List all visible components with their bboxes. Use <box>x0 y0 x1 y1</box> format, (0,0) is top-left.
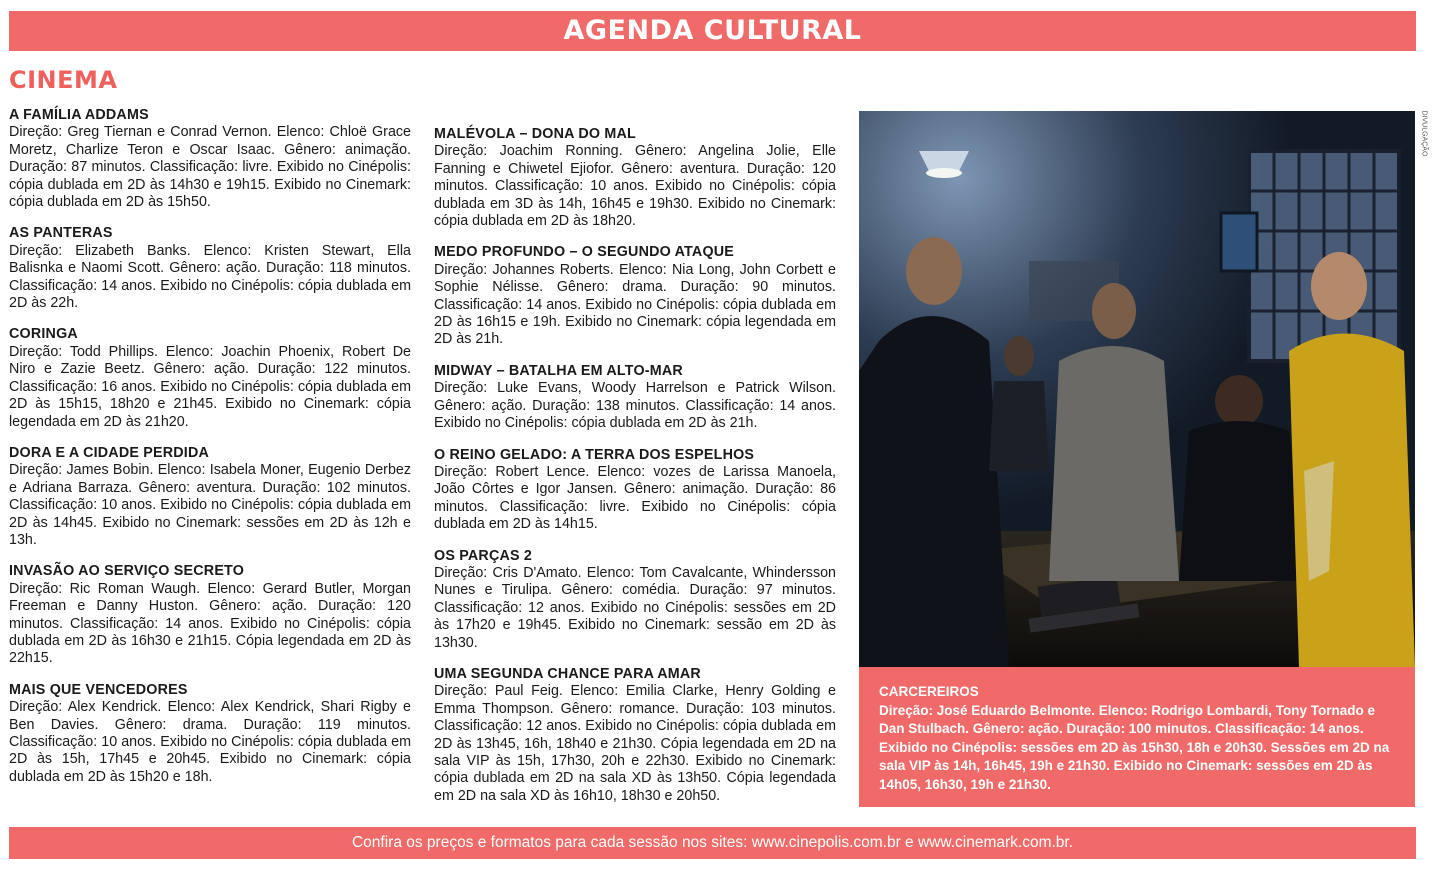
feature-description: Direção: José Eduardo Belmonte. Elenco: Rodrigo Lombardi, Tony Tornado e Dan Stulbach. Gênero: ação. Duração: 100 minutos. Classificação: 14 anos. Exibido no Cinépolis: sessões em 2D às 15h30, 18h e 20h30. Sessões em 2D na sala VIP às 14h, 16h45, 19h e 21h30. Exibido no Cinemark: sessões em 2D às 14h05, 16h30, 19h e 21h30. <box>879 702 1390 792</box>
feature-title: CARCEREIROS <box>879 684 979 699</box>
movie-description: Direção: Paul Feig. Elenco: Emilia Clarke, Henry Golding e Emma Thompson. Gênero: romance. Duração: 103 minutos. Classificação: 12 anos. Exibido no Cinépolis: cópia dublada em 2D às 13h45, 16h, 18h40 e 21h30. Cópia legendada em 2D na sala VIP às 15h, 17h30, 20h e 22h30. Exibido no Cinemark: cópia dublada em 2D na sala XD às 13h50. Cópia legendada em 2D na sala XD às 16h10, 18h30 e 20h50. <box>434 683 836 804</box>
feature-caption <box>859 667 1415 807</box>
movie-listing <box>434 447 836 534</box>
movie-listing <box>9 225 411 312</box>
movie-description: Direção: Ric Roman Waugh. Elenco: Gerard Butler, Morgan Freeman e Danny Huston. Gênero: ação. Duração: 120 minutos. Classificação: 14 anos. Exibido no Cinépolis: cópia dublada em 2D às 16h30 e 21h15. Cópia legendada em 2D às 22h15. <box>9 580 411 667</box>
movie-title: MAIS QUE VENCEDORES <box>9 681 188 698</box>
movie-listing <box>9 563 411 667</box>
movie-description: Direção: Robert Lence. Elenco: vozes de Larissa Manoela, João Côrtes e Igor Jansen. Gênero: animação. Duração: 86 minutos. Classificação: livre. Exibido no Cinépolis: cópia dublada em 2D às 14h15. <box>434 463 836 533</box>
movie-title: MALÉVOLA – DONA DO MAL <box>434 126 636 142</box>
movie-title: OS PARÇAS 2 <box>434 547 533 564</box>
listings-column-left <box>9 107 411 800</box>
movie-title: INVASÃO AO SERVIÇO SECRETO <box>9 563 245 580</box>
movie-title: UMA SEGUNDA CHANCE PARA AMAR <box>434 665 701 682</box>
movie-description: Direção: James Bobin. Elenco: Isabela Moner, Eugenio Derbez e Adriana Barraza. Gênero: aventura. Duração: 102 minutos. Classificação: 10 anos. Exibido no Cinépolis: cópia dublada em 2D às 14h45. Exibido no Cinemark: sessões em 2D às 12h e 13h. <box>9 462 411 548</box>
movie-description: Direção: Alex Kendrick. Elenco: Alex Kendrick, Shari Rigby e Ben Davies. Gênero: drama. Duração: 119 minutos. Classificação: 10 anos. Exibido no Cinépolis: cópia dublada em 2D às 15h, 17h45 e 20h45. Exibido no Cinemark: cópia dublada em 2D às 15h20 e 18h. <box>9 699 411 785</box>
movie-listing <box>434 244 836 348</box>
movie-title: MIDWAY – BATALHA EM ALTO-MAR <box>434 362 683 379</box>
movie-title: AS PANTERAS <box>9 225 113 242</box>
movie-description: Direção: Luke Evans, Woody Harrelson e Patrick Wilson. Gênero: ação. Duração: 138 minutos. Classificação: 14 anos. Exibido no Cinépolis: cópia dublada em 2D às 21h. <box>434 380 836 432</box>
movie-title: CORINGA <box>9 326 78 343</box>
footer-note: Confira os preços e formatos para cada sessão nos sites: www.cinepolis.com.br e www.cinemark.com.br. <box>9 827 1416 859</box>
photo-credit <box>1418 111 1430 171</box>
movie-listing <box>434 666 836 805</box>
movie-listing <box>9 682 411 786</box>
movie-listing <box>9 326 411 430</box>
movie-description: Direção: Elizabeth Banks. Elenco: Kristen Stewart, Ella Balisnka e Naomi Scott. Gênero: ação. Duração: 118 minutos. Classificação: 14 anos. Exibido no Cinépolis: cópia dublada em 2D às 22h. <box>9 242 411 312</box>
photo-credit-text: DIVULGAÇÃO <box>1420 110 1428 157</box>
movie-description: Direção: Greg Tiernan e Conrad Vernon. Elenco: Chloë Grace Moretz, Charlize Teron e Oscar Isaac. Gênero: animação. Duração: 87 minutos. Classificação: livre. Exibido no Cinépolis: cópia dublada em 2D às 14h30 e 19h15. Exibido no Cinemark: cópia dublada em 2D às 15h50. <box>9 124 411 211</box>
movie-listing <box>9 445 411 549</box>
movie-listing <box>434 363 836 433</box>
movie-title: MEDO PROFUNDO – O SEGUNDO ATAQUE <box>434 244 735 261</box>
movie-title: A FAMÍLIA ADDAMS <box>9 107 149 123</box>
movie-listing <box>9 107 411 211</box>
movie-title: O REINO GELADO: A TERRA DOS ESPELHOS <box>434 446 755 463</box>
movie-listing <box>434 548 836 652</box>
page-banner: AGENDA CULTURAL <box>9 11 1416 51</box>
movie-description: Direção: Johannes Roberts. Elenco: Nia Long, John Corbett e Sophie Nélisse. Gênero: drama. Duração: 90 minutos. Classificação: 14 anos. Exibido no Cinépolis: cópia dublada em 2D às 16h15 e 19h. Exibido no Cinemark: cópia legendada em 2D às 21h. <box>434 261 836 348</box>
movie-title: DORA E A CIDADE PERDIDA <box>9 444 210 461</box>
feature-photo <box>859 111 1415 667</box>
listings-column-middle <box>434 126 836 819</box>
section-title: CINEMA <box>9 66 118 94</box>
movie-description: Direção: Joachim Ronning. Gênero: Angelina Jolie, Elle Fanning e Chiwetel Ejiofor. Gênero: aventura. Duração: 120 minutos. Classificação: 10 anos. Exibido no Cinépolis: cópia dublada em 3D às 14h, 16h45 e 19h30. Exibido no Cinemark: cópia dublada em 2D às 18h20. <box>434 143 836 230</box>
movie-listing <box>434 126 836 230</box>
movie-description: Direção: Cris D'Amato. Elenco: Tom Cavalcante, Whindersson Nunes e Tirulipa. Gênero: comédia. Duração: 97 minutos. Classificação: 12 anos. Exibido no Cinépolis: sessões em 2D às 17h20 e 19h45. Exibido no Cinemark: sessão em 2D às 13h30. <box>434 564 836 651</box>
movie-description: Direção: Todd Phillips. Elenco: Joachin Phoenix, Robert De Niro e Zazie Beetz. Gênero: ação. Duração: 122 minutos. Classificação: 16 anos. Exibido no Cinépolis: cópia dublada em 2D às 15h15, 18h20 e 21h45. Exibido no Cinemark: cópia legendada em 2D às 21h20. <box>9 343 411 430</box>
